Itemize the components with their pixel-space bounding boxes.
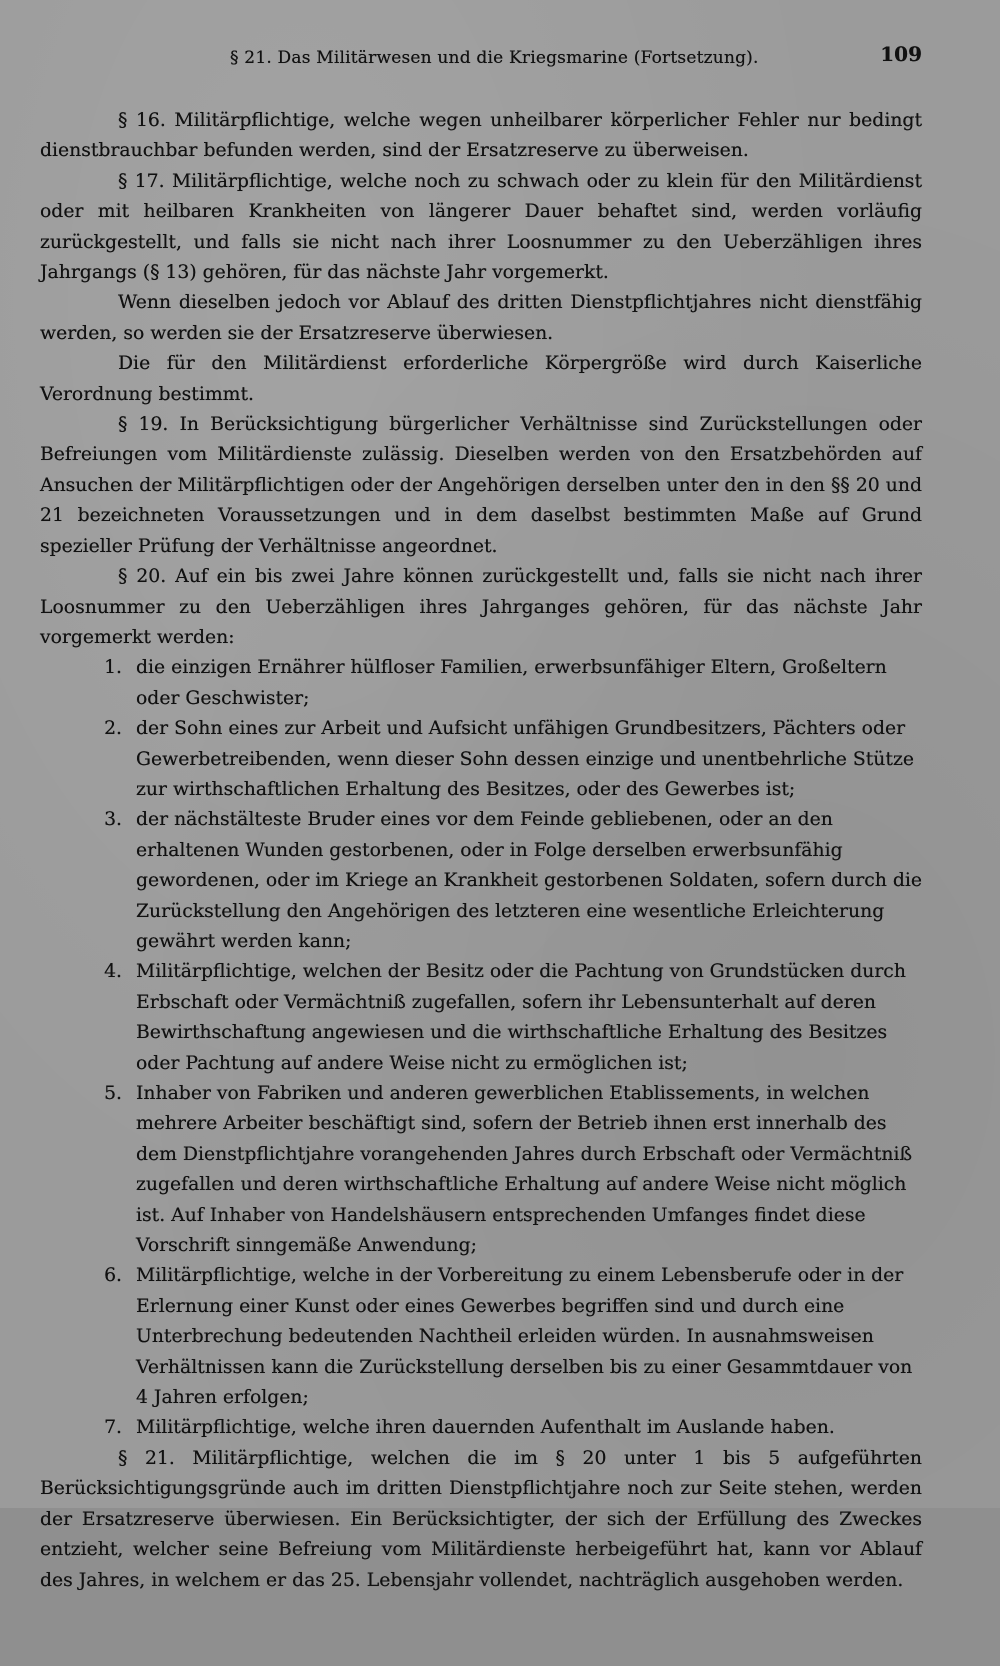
list-text: der nächstälteste Bruder eines vor dem Feinde gebliebenen, oder an den erhaltenen Wunden gestorbenen, oder in Folge derselben erwerbsunfähig gewordenen, oder im Kriege an Krankheit gestorbenen Soldaten, sofern durch die Zurückstellung den Angehörigen des letzteren eine wesentliche Erleichterung gewährt werden kann; xyxy=(136,809,922,952)
list-number: 6. xyxy=(104,1265,122,1287)
list-number: 7. xyxy=(104,1417,122,1439)
paragraph-17-continued: Wenn dieselben jedoch vor Ablauf des dritten Dienstpflichtjahres nicht dienstfähig werden, so werden sie der Ersatzreserve überwiesen. xyxy=(40,292,922,344)
list-number: 5. xyxy=(104,1083,122,1104)
page-header xyxy=(40,38,922,78)
page-number: 109 xyxy=(880,42,922,66)
paragraph-16: § 16. Militärpflichtige, welche wegen unheilbarer körperlicher Fehler nur bedingt dienstbrauchbar befunden werden, sind der Ersatzreserve zu überweisen. xyxy=(40,110,922,162)
page-bottom-margin xyxy=(40,1596,922,1666)
list-number: 3. xyxy=(104,809,122,831)
list-text: Militärpflichtige, welchen der Besitz oder die Pachtung von Grundstücken durch Erbschaft oder Vermächtniß zugefallen, sofern ihr Lebensunterhalt auf deren Bewirthschaftung angewiesen und die wirthschaftliche Erhaltung des Besitzes oder Pachtung auf andere Weise nicht zu ermöglichen ist; xyxy=(136,961,906,1074)
list-number: 1. xyxy=(104,657,122,679)
list-text: der Sohn eines zur Arbeit und Aufsicht unfähigen Grundbesitzers, Pächters oder Gewerbetreibenden, wenn dieser Sohn dessen einzige und unentbehrliche Stütze zur wirthschaftlichen Erhaltung des Besitzes, oder des Gewerbes ist; xyxy=(136,718,914,800)
list-text: Inhaber von Fabriken und anderen gewerblichen Etablissements, in welchen mehrere Arbeiter beschäftigt sind, sofern der Betrieb ihnen erst innerhalb des dem Dienstpflichtjahre vorangehenden Jahres durch Erbschaft oder Vermächtniß zugefallen und deren wirthschaftliche Erhaltung auf andere Weise nicht möglich ist. Auf Inhaber von Handelshäusern entsprechenden Umfanges findet diese Vorschrift sinngemäße Anwendung; xyxy=(136,1083,913,1257)
list-number: 2. xyxy=(104,718,122,740)
list-item-4 xyxy=(40,957,922,1079)
list-text: Militärpflichtige, welche in der Vorbereitung zu einem Lebensberufe oder in der Erlernung einer Kunst oder eines Gewerbes begriffen sind und durch eine Unterbrechung bedeutenden Nachtheil erleiden würden. In ausnahmsweisen Verhältnissen kann die Zurückstellung derselben bis zu einer Gesammtdauer von 4 Jahren erfolgen; xyxy=(136,1265,913,1409)
list-item-5 xyxy=(40,1079,922,1261)
list-text: die einzigen Ernährer hülfloser Familien, erwerbsunfähiger Eltern, Großeltern oder Geschwister; xyxy=(136,657,887,709)
list-number: 4. xyxy=(104,961,122,983)
list-item-1 xyxy=(40,653,922,714)
numbered-list xyxy=(40,653,922,1444)
paragraph-18: Die für den Militärdienst erforderliche Körpergröße wird durch Kaiserliche Verordnung bestimmt. xyxy=(40,353,922,405)
document-body xyxy=(40,106,922,1596)
list-item-3 xyxy=(40,805,922,957)
list-item-2 xyxy=(40,714,922,805)
running-header: § 21. Das Militärwesen und die Kriegsmarine (Fortsetzung). xyxy=(230,48,759,68)
list-item-7 xyxy=(40,1413,922,1443)
paragraph-19: § 19. In Berücksichtigung bürgerlicher Verhältnisse sind Zurückstellungen oder Befreiungen vom Militärdienste zulässig. Dieselben werden von den Ersatzbehörden auf Ansuchen der Militärpflichtigen oder der Angehörigen derselben unter den in den §§ 20 und 21 bezeichneten Voraussetzungen und in dem daselbst bestimmten Maße auf Grund spezieller Prüfung der Verhältnisse angeordnet. xyxy=(40,414,922,557)
list-text: Militärpflichtige, welche ihren dauernden Aufenthalt im Auslande haben. xyxy=(136,1417,835,1439)
list-item-6 xyxy=(40,1261,922,1413)
paragraph-17: § 17. Militärpflichtige, welche noch zu schwach oder zu klein für den Militärdienst oder mit heilbaren Krankheiten von längerer Dauer behaftet sind, werden vorläufig zurückgestellt, und falls sie nicht nach ihrer Loosnummer zu den Ueberzähligen ihres Jahrgangs (§ 13) gehören, für das nächste Jahr vorgemerkt. xyxy=(40,170,922,284)
paragraph-20: § 20. Auf ein bis zwei Jahre können zurückgestellt und, falls sie nicht nach ihrer Loosnummer zu den Ueberzähligen ihres Jahrganges gehören, für das nächste Jahr vorgemerkt werden: xyxy=(40,566,922,648)
paragraph-21: § 21. Militärpflichtige, welchen die im § 20 unter 1 bis 5 aufgeführten Berücksichtigungsgründe auch im dritten Dienstpflichtjahre noch zur Seite stehen, werden der Ersatzreserve überwiesen. Ein Berücksichtigter, der sich der Erfüllung des Zweckes entzieht, welcher seine Befreiung vom Militärdienste herbeigeführt hat, kann vor Ablauf des Jahres, in welchem er das 25. Lebensjahr vollendet, nachträglich ausgehoben werden. xyxy=(40,1447,922,1591)
